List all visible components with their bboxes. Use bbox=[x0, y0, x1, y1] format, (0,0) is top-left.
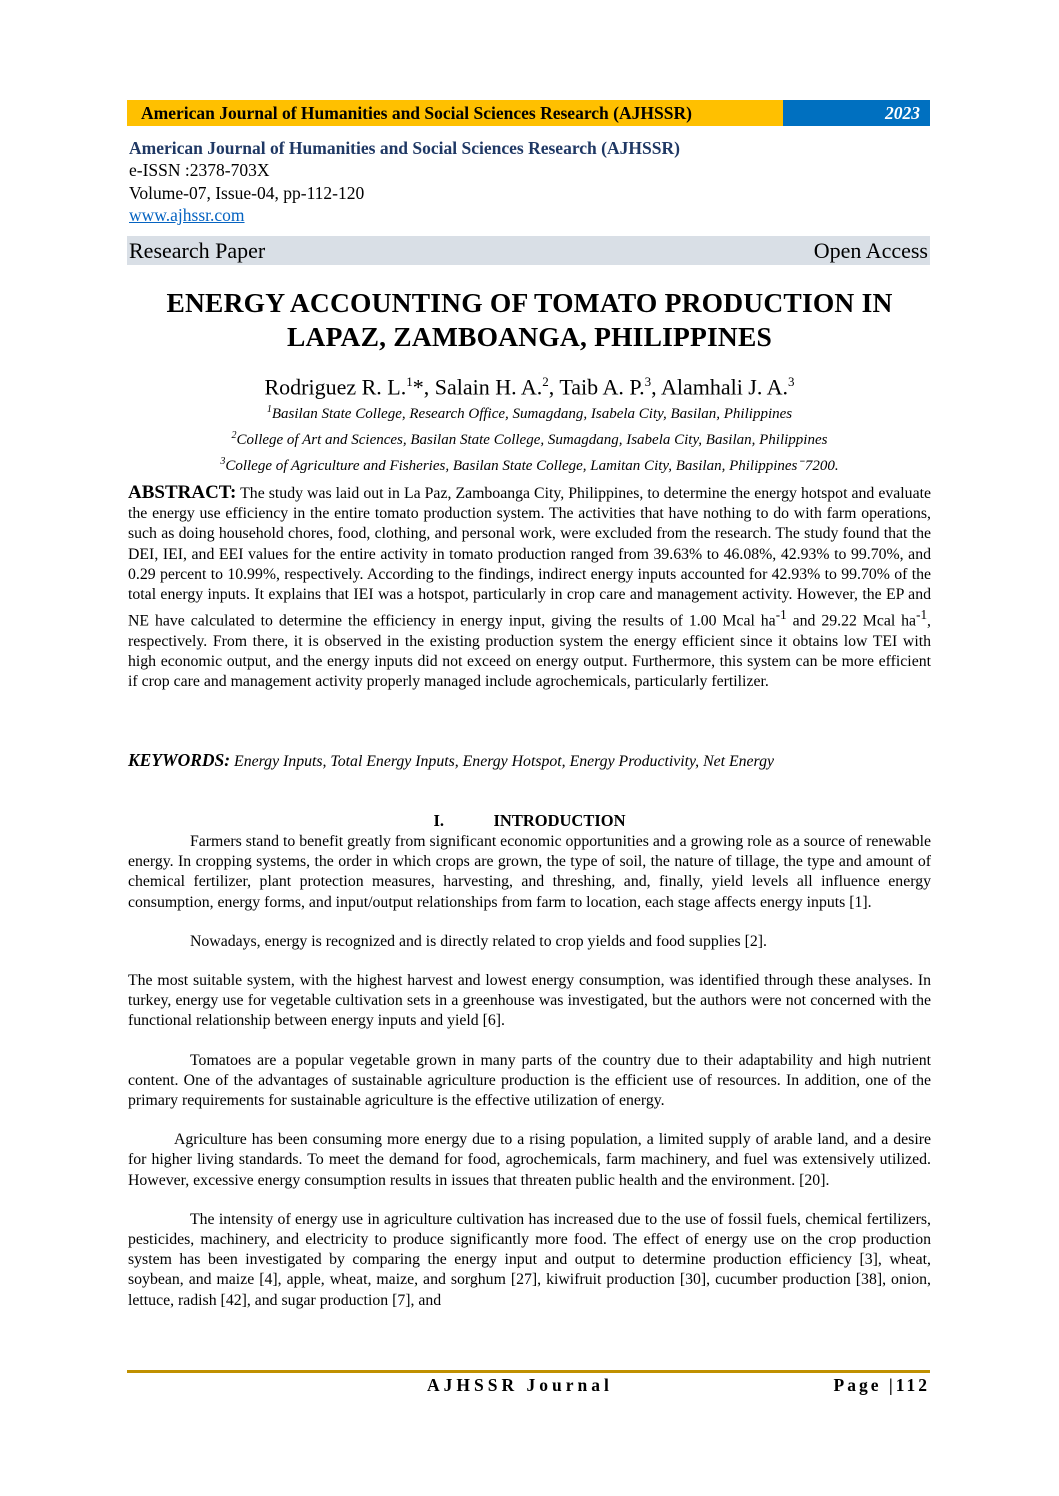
abstract bbox=[128, 483, 931, 692]
author-name: Salain H. A. bbox=[434, 374, 543, 400]
body-paragraph: Tomatoes are a popular vegetable grown in many parts of the country due to their adaptability and high nutrient content. One of the advantages of sustainable agriculture production is the efficient use of resources. In addition, one of the primary requirements for sustainable agriculture is the effective utilization of energy. bbox=[128, 1051, 931, 1110]
author-affil-mark: 3 bbox=[788, 374, 795, 389]
affiliation-text: College of Agriculture and Fisheries, Basilan State College, Lamitan City, Basilan, Philippines ̄ 7200. bbox=[225, 458, 839, 474]
keywords-label: KEYWORDS: bbox=[128, 750, 231, 770]
section-heading bbox=[128, 811, 931, 831]
running-header-year: 2023 bbox=[783, 100, 930, 126]
affiliation-text: College of Art and Sciences, Basilan State College, Sumagdang, Isabela City, Basilan, Philippines bbox=[236, 432, 828, 448]
access-status: Open Access bbox=[813, 237, 928, 263]
author-name: Rodriguez R. L. bbox=[264, 374, 407, 400]
affiliation-text: Basilan State College, Research Office, Sumagdang, Isabela City, Basilan, Philippines bbox=[271, 406, 793, 422]
journal-meta bbox=[129, 137, 680, 226]
article-type-bar bbox=[127, 236, 930, 265]
introduction-body bbox=[128, 832, 931, 1330]
affiliation-mark: 1 bbox=[266, 404, 272, 415]
author-name: Taib A. P. bbox=[559, 374, 645, 400]
body-paragraph: The intensity of energy use in agriculture cultivation has increased due to the use of fossil fuels, chemical fertilizers, pesticides, machinery, and electricity to produce significantly more food. The effect of energy use on the crop production system has been investigated by comparing the energy input and output to determine production efficiency [3], wheat, soybean, and maize [4], apple, wheat, maize, and sorghum [27], kiwifruit production [30], cucumber production [38], onion, lettuce, radish [42], and sugar production [7], and bbox=[128, 1210, 931, 1309]
footer-journal: AJHSSR Journal bbox=[427, 1375, 613, 1395]
affiliation-list bbox=[100, 399, 959, 477]
author-separator: , bbox=[548, 374, 560, 400]
journal-title: American Journal of Humanities and Social Sciences Research (AJHSSR) bbox=[129, 138, 680, 158]
body-paragraph: Nowadays, energy is recognized and is directly related to crop yields and food supplies [2]. bbox=[190, 932, 768, 950]
author-name: Alamhali J. A. bbox=[660, 374, 789, 400]
abstract-text: , respectively. From there, it is observed in the existing production system the energy efficient since it obtains low TEI with high economic output, and the energy inputs did not exceed on energy output. Furthermore, this system can be more efficient if crop care and management activity properly managed include agrochemicals, particularly fertilizer. bbox=[128, 612, 931, 691]
paper-title-line: LAPAZ, ZAMBOANGA, PHILIPPINES bbox=[286, 321, 773, 352]
abstract-text: and 29.22 Mcal ha bbox=[786, 612, 917, 630]
affiliation bbox=[100, 399, 959, 425]
author-separator: , bbox=[651, 374, 661, 400]
affiliation-mark: 3 bbox=[220, 456, 226, 467]
journal-website-link[interactable]: www.ajhssr.com bbox=[129, 204, 245, 225]
affiliation bbox=[100, 451, 959, 477]
keywords bbox=[128, 750, 931, 772]
author-separator: *, bbox=[412, 374, 435, 400]
issn: e-ISSN :2378-703X bbox=[129, 160, 270, 181]
author-affil-mark: 1 bbox=[406, 374, 413, 389]
footer-rule bbox=[127, 1370, 930, 1373]
body-paragraph: The most suitable system, with the highest harvest and lowest energy consumption, was identified through these analyses. In turkey, energy use for vegetable cultivation sets in a greenhouse was investigated, but the authors were not concerned with the functional relationship between energy inputs and yield [6]. bbox=[128, 972, 931, 1030]
affiliation bbox=[100, 425, 959, 451]
paper-title bbox=[100, 286, 959, 354]
running-header-journal: American Journal of Humanities and Social Sciences Research (AJHSSR) bbox=[127, 100, 783, 126]
footer-page bbox=[834, 1375, 930, 1396]
article-type: Research Paper bbox=[129, 237, 266, 263]
abstract-label: ABSTRACT: bbox=[128, 482, 237, 503]
body-paragraph: Agriculture has been consuming more energy due to a rising population, a limited supply of arable land, and a desire for higher living standards. To meet the demand for food, agrochemicals, farm machinery, and fuel was extensively utilized. However, excessive energy consumption results in issues that threaten public health and the environment. [20]. bbox=[128, 1131, 931, 1189]
keywords-text: Energy Inputs, Total Energy Inputs, Energy Hotspot, Energy Productivity, Net Energy bbox=[230, 753, 774, 770]
author-list bbox=[100, 368, 959, 401]
author-affil-mark: 3 bbox=[644, 374, 652, 389]
unit-exponent: -1 bbox=[916, 607, 928, 623]
page-footer bbox=[127, 1375, 930, 1399]
page-number: 112 bbox=[895, 1375, 930, 1395]
paper-title-line: ENERGY ACCOUNTING OF TOMATO PRODUCTION IN bbox=[166, 287, 893, 318]
section-number: I. bbox=[433, 811, 445, 830]
page-label: Page | bbox=[833, 1375, 896, 1395]
running-header bbox=[127, 100, 930, 126]
section-title: INTRODUCTION bbox=[493, 811, 626, 830]
abstract-text: The study was laid out in La Paz, Zamboanga City, Philippines, to determine the energy hotspot and evaluate the energy use efficiency in the entire tomato production system. The activities that have nothing to do with farm operations, such as doing household chores, food, clothing, and personal work, were excluded from the research. The study found that the DEI, IEI, and EEI values for the entire activity in tomato production ranged from 39.63% to 46.08%, 42.93% to 99.70%, and 0.29 percent to 10.99%, respectively. According to the findings, indirect energy inputs accounted for 42.93% to 99.70% of the total energy inputs. It explains that IEI was a hotspot, particularly in crop care and management activity. However, the EP and NE have calculated to determine the efficiency in energy input, giving the results of 1.00 Mcal ha bbox=[128, 485, 931, 630]
affiliation-mark: 2 bbox=[231, 430, 237, 441]
author-affil-mark: 2 bbox=[542, 374, 549, 389]
volume-info: Volume-07, Issue-04, pp-112-120 bbox=[129, 182, 365, 203]
unit-exponent: -1 bbox=[775, 607, 787, 623]
body-paragraph: Farmers stand to benefit greatly from significant economic opportunities and a growing role as a source of renewable energy. In cropping systems, the order in which crops are grown, the type of soil, the nature of tillage, the type and amount of chemical fertilizer, plant protection measures, harvesting, and threshing, and, finally, yield levels all influence energy consumption, energy forms, and input/output relationships from farm to location, each stage affects energy inputs [1]. bbox=[128, 833, 931, 911]
